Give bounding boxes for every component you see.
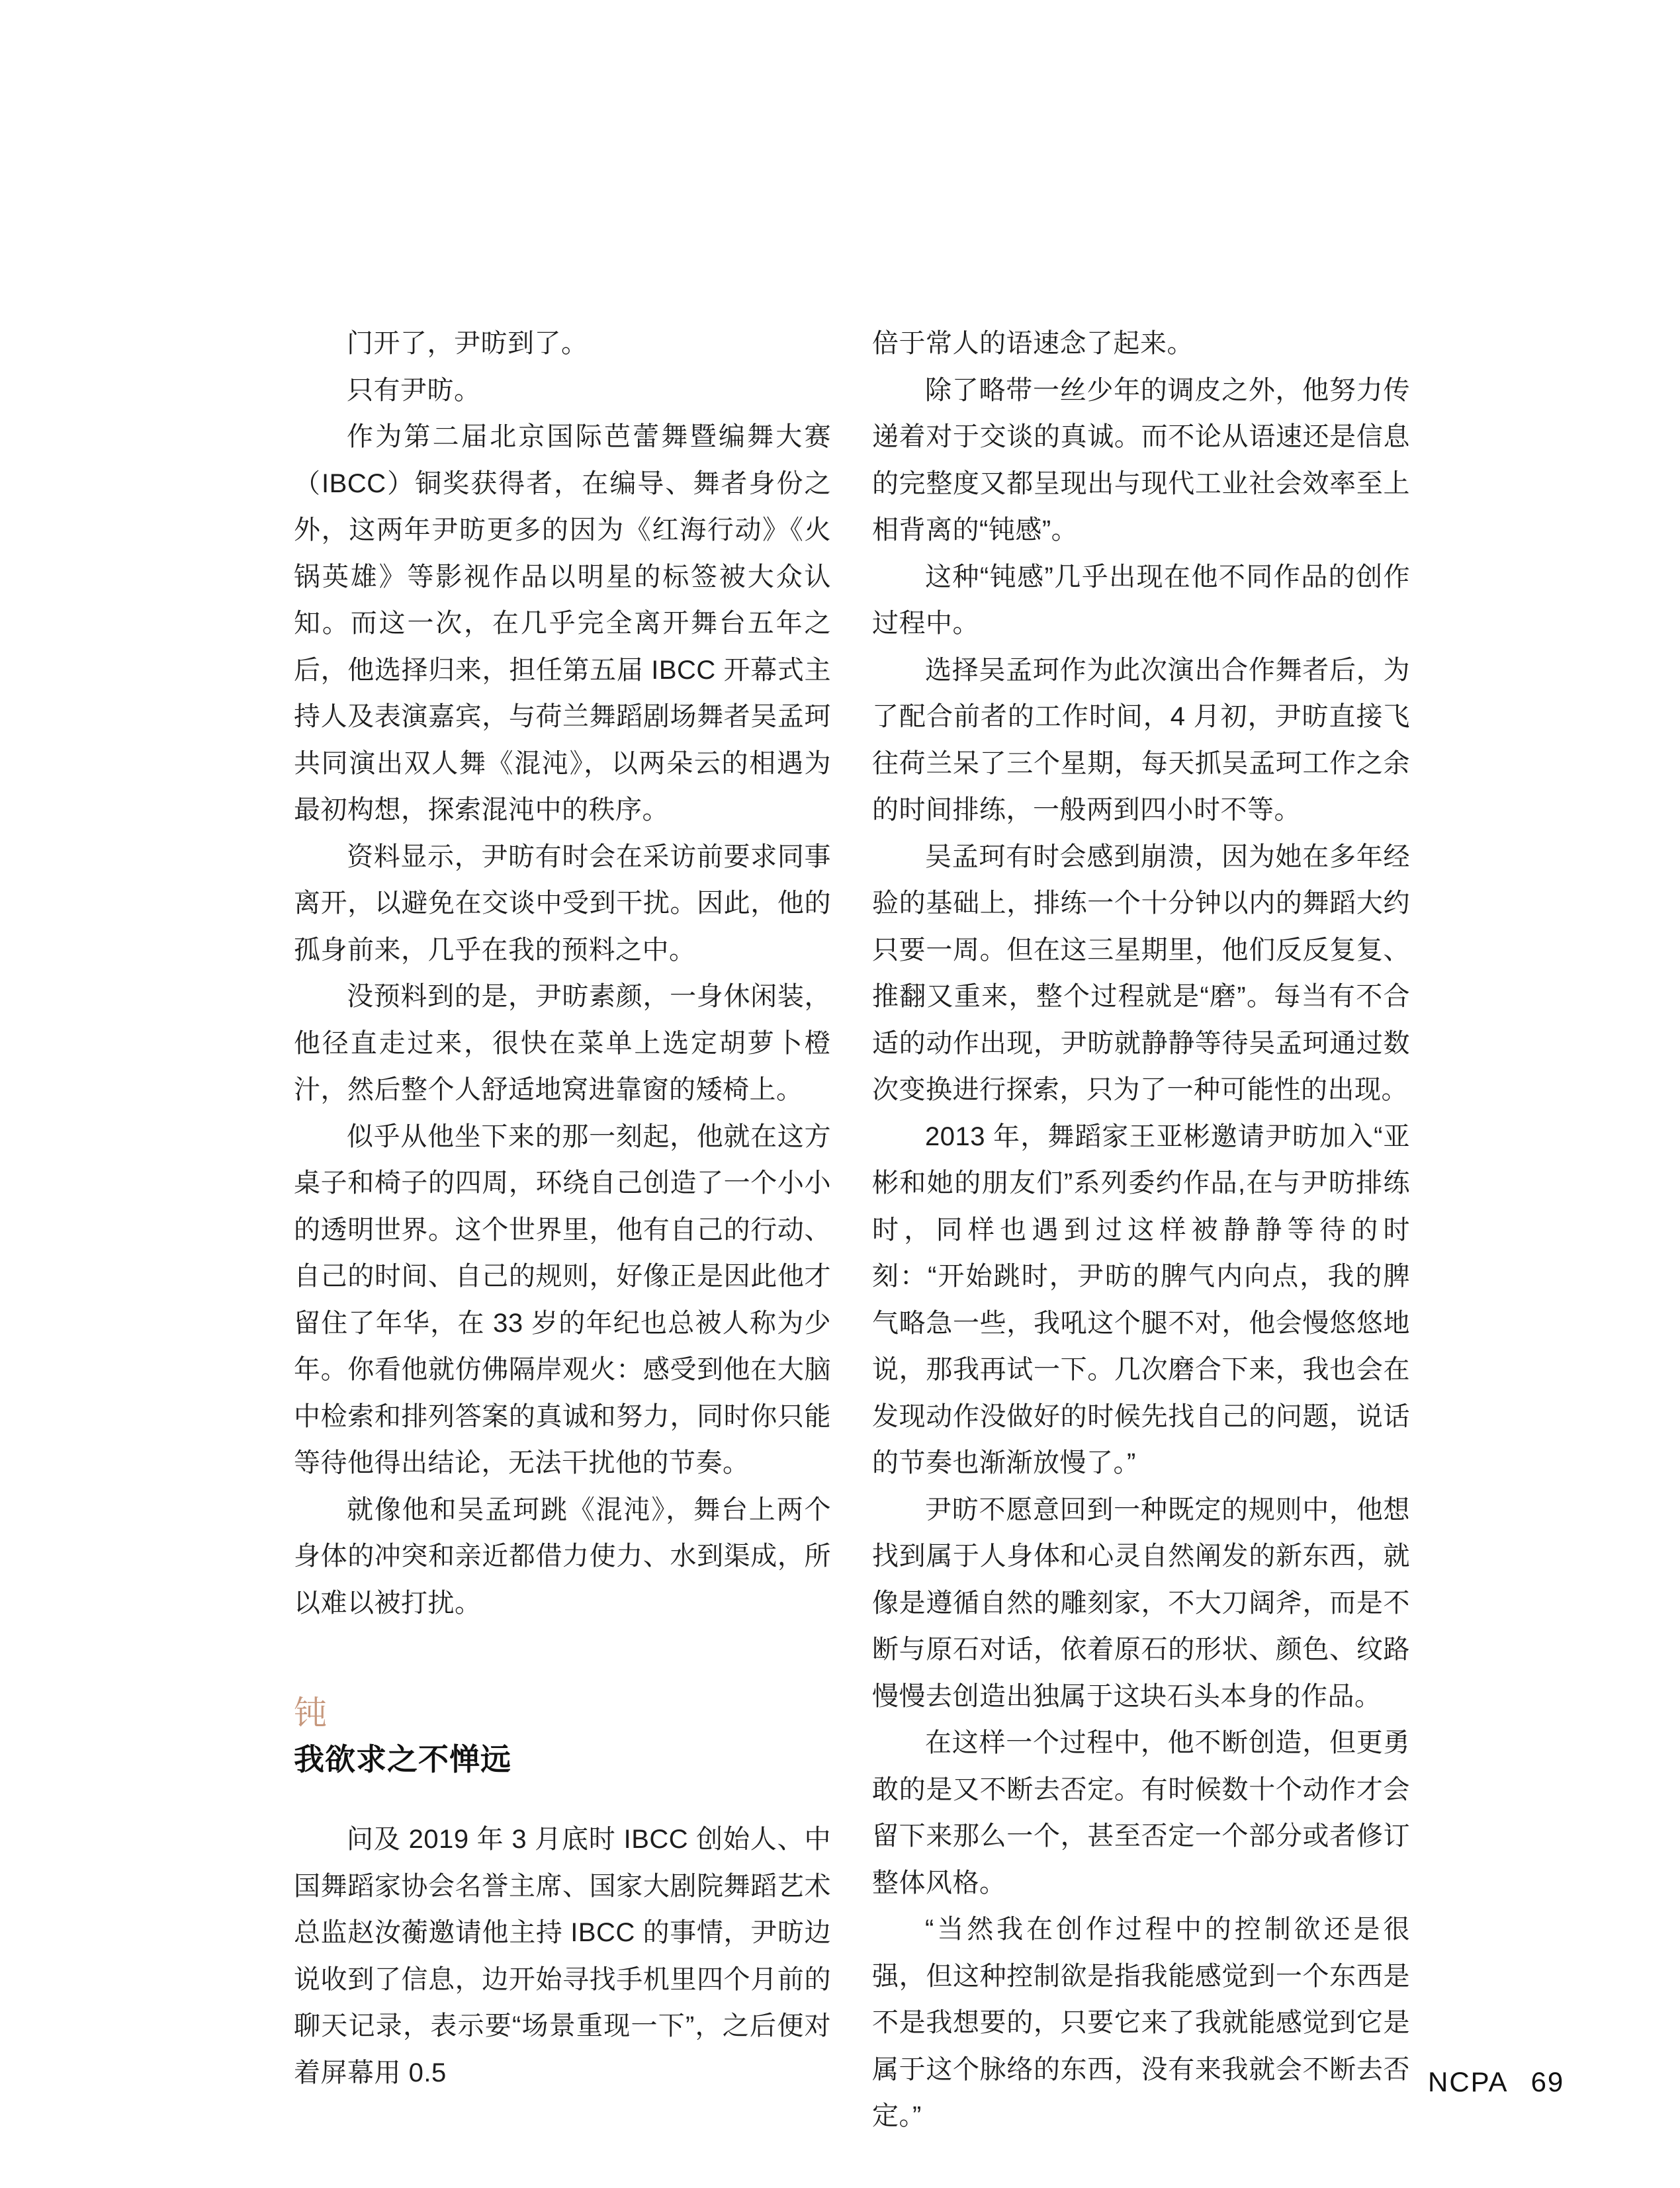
paragraph: 门开了，尹昉到了。: [347, 329, 588, 358]
right-column: [872, 320, 1410, 2140]
paragraph: 除了略带一丝少年的调皮之外，他努力传递着对于交谈的真诚。而不论从语速还是信息的完整度又都呈现出与现代工业社会效率至上相背离的“钝感”。: [872, 375, 1410, 545]
page-footer: [1428, 2067, 1564, 2097]
paragraph-continuation: 倍于常人的语速念了起来。: [872, 329, 1194, 358]
paragraph: 只有尹昉。: [347, 375, 481, 405]
footer-brand: NCPA: [1428, 2066, 1509, 2097]
paragraph: 就像他和吴孟珂跳《混沌》，舞台上两个身体的冲突和亲近都借力使力、水到渠成，所以难以被打扰。: [294, 1495, 831, 1618]
paragraph: 问及 2019 年 3 月底时 IBCC 创始人、中国舞蹈家协会名誉主席、国家大剧院舞蹈艺术总监赵汝蘅邀请他主持 IBCC 的事情，尹昉边说收到了信息，边开始寻找手机里四个月前的聊天记录，表示要“场景重现一下”，之后便对着屏幕用 0.5: [294, 1825, 831, 2087]
paragraph: 吴孟珂有时会感到崩溃，因为她在多年经验的基础上，排练一个十分钟以内的舞蹈大约只要一周。但在这三星期里，他们反反复复、推翻又重来，整个过程就是“磨”。每当有不合适的动作出现，尹昉就静静等待吴孟珂通过数次变换进行探索，只为了一种可能性的出现。: [872, 842, 1410, 1104]
paragraph: 资料显示，尹昉有时会在采访前要求同事离开，以避免在交谈中受到干扰。因此，他的孤身前来，几乎在我的预料之中。: [294, 842, 831, 965]
section-kicker: 钝: [294, 1694, 327, 1731]
paragraph: 似乎从他坐下来的那一刻起，他就在这方桌子和椅子的四周，环绕自己创造了一个小小的透明世界。这个世界里，他有自己的行动、自己的时间、自己的规则，好像正是因此他才留住了年华，在 33 岁的年纪也总被人称为少年。你看他就仿佛隔岸观火：感受到他在大脑中检索和排列答案的真诚和努力，同时你只能等待他得出结论，无法干扰他的节奏。: [294, 1121, 831, 1477]
left-column: [294, 320, 831, 2096]
paragraph: 选择吴孟珂作为此次演出合作舞者后，为了配合前者的工作时间，4 月初，尹昉直接飞往荷兰呆了三个星期，每天抓吴孟珂工作之余的时间排练，一般两到四小时不等。: [872, 655, 1410, 824]
page-number: 69: [1530, 2066, 1565, 2097]
paragraph: 尹昉不愿意回到一种既定的规则中，他想找到属于人身体和心灵自然阐发的新东西，就像是遵循自然的雕刻家，不大刀阔斧，而是不断与原石对话，依着原石的形状、颜色、纹路慢慢去创造出独属于这块石头本身的作品。: [872, 1495, 1410, 1711]
paragraph: 2013 年，舞蹈家王亚彬邀请尹昉加入“亚彬和她的朋友们”系列委约作品,在与尹昉排练时，同样也遇到过这样被静静等待的时刻：“开始跳时，尹昉的脾气内向点，我的脾气略急一些，我吼这个腿不对，他会慢悠悠地说，那我再试一下。几次磨合下来，我也会在发现动作没做好的时候先找自己的问题，说话的节奏也渐渐放慢了。”: [872, 1121, 1410, 1477]
paragraph: 没预料到的是，尹昉素颜，一身休闲装，他径直走过来，很快在菜单上选定胡萝卜橙汁，然后整个人舒适地窝进靠窗的矮椅上。: [294, 982, 831, 1104]
paragraph: 在这样一个过程中，他不断创造，但更勇敢的是又不断去否定。有时候数十个动作才会留下来那么一个，甚至否定一个部分或者修订整体风格。: [872, 1728, 1410, 1898]
paragraph: 作为第二届北京国际芭蕾舞暨编舞大赛（IBCC）铜奖获得者，在编导、舞者身份之外，这两年尹昉更多的因为《红海行动》《火锅英雄》等影视作品以明星的标签被大众认知。而这一次，在几乎完全离开舞台五年之后，他选择归来，担任第五届 IBCC 开幕式主持人及表演嘉宾，与荷兰舞蹈剧场舞者吴孟珂共同演出双人舞《混沌》，以两朵云的相遇为最初构想，探索混沌中的秩序。: [294, 422, 831, 824]
paragraph: 这种“钝感”几乎出现在他不同作品的创作过程中。: [872, 562, 1410, 638]
section-title: 我欲求之不惮远: [294, 1742, 511, 1776]
paragraph: “当然我在创作过程中的控制欲还是很强，但这种控制欲是指我能感觉到一个东西是不是我想要的，只要它来了我就能感觉到它是属于这个脉络的东西，没有来我就会不断去否定。”: [872, 1915, 1410, 2130]
